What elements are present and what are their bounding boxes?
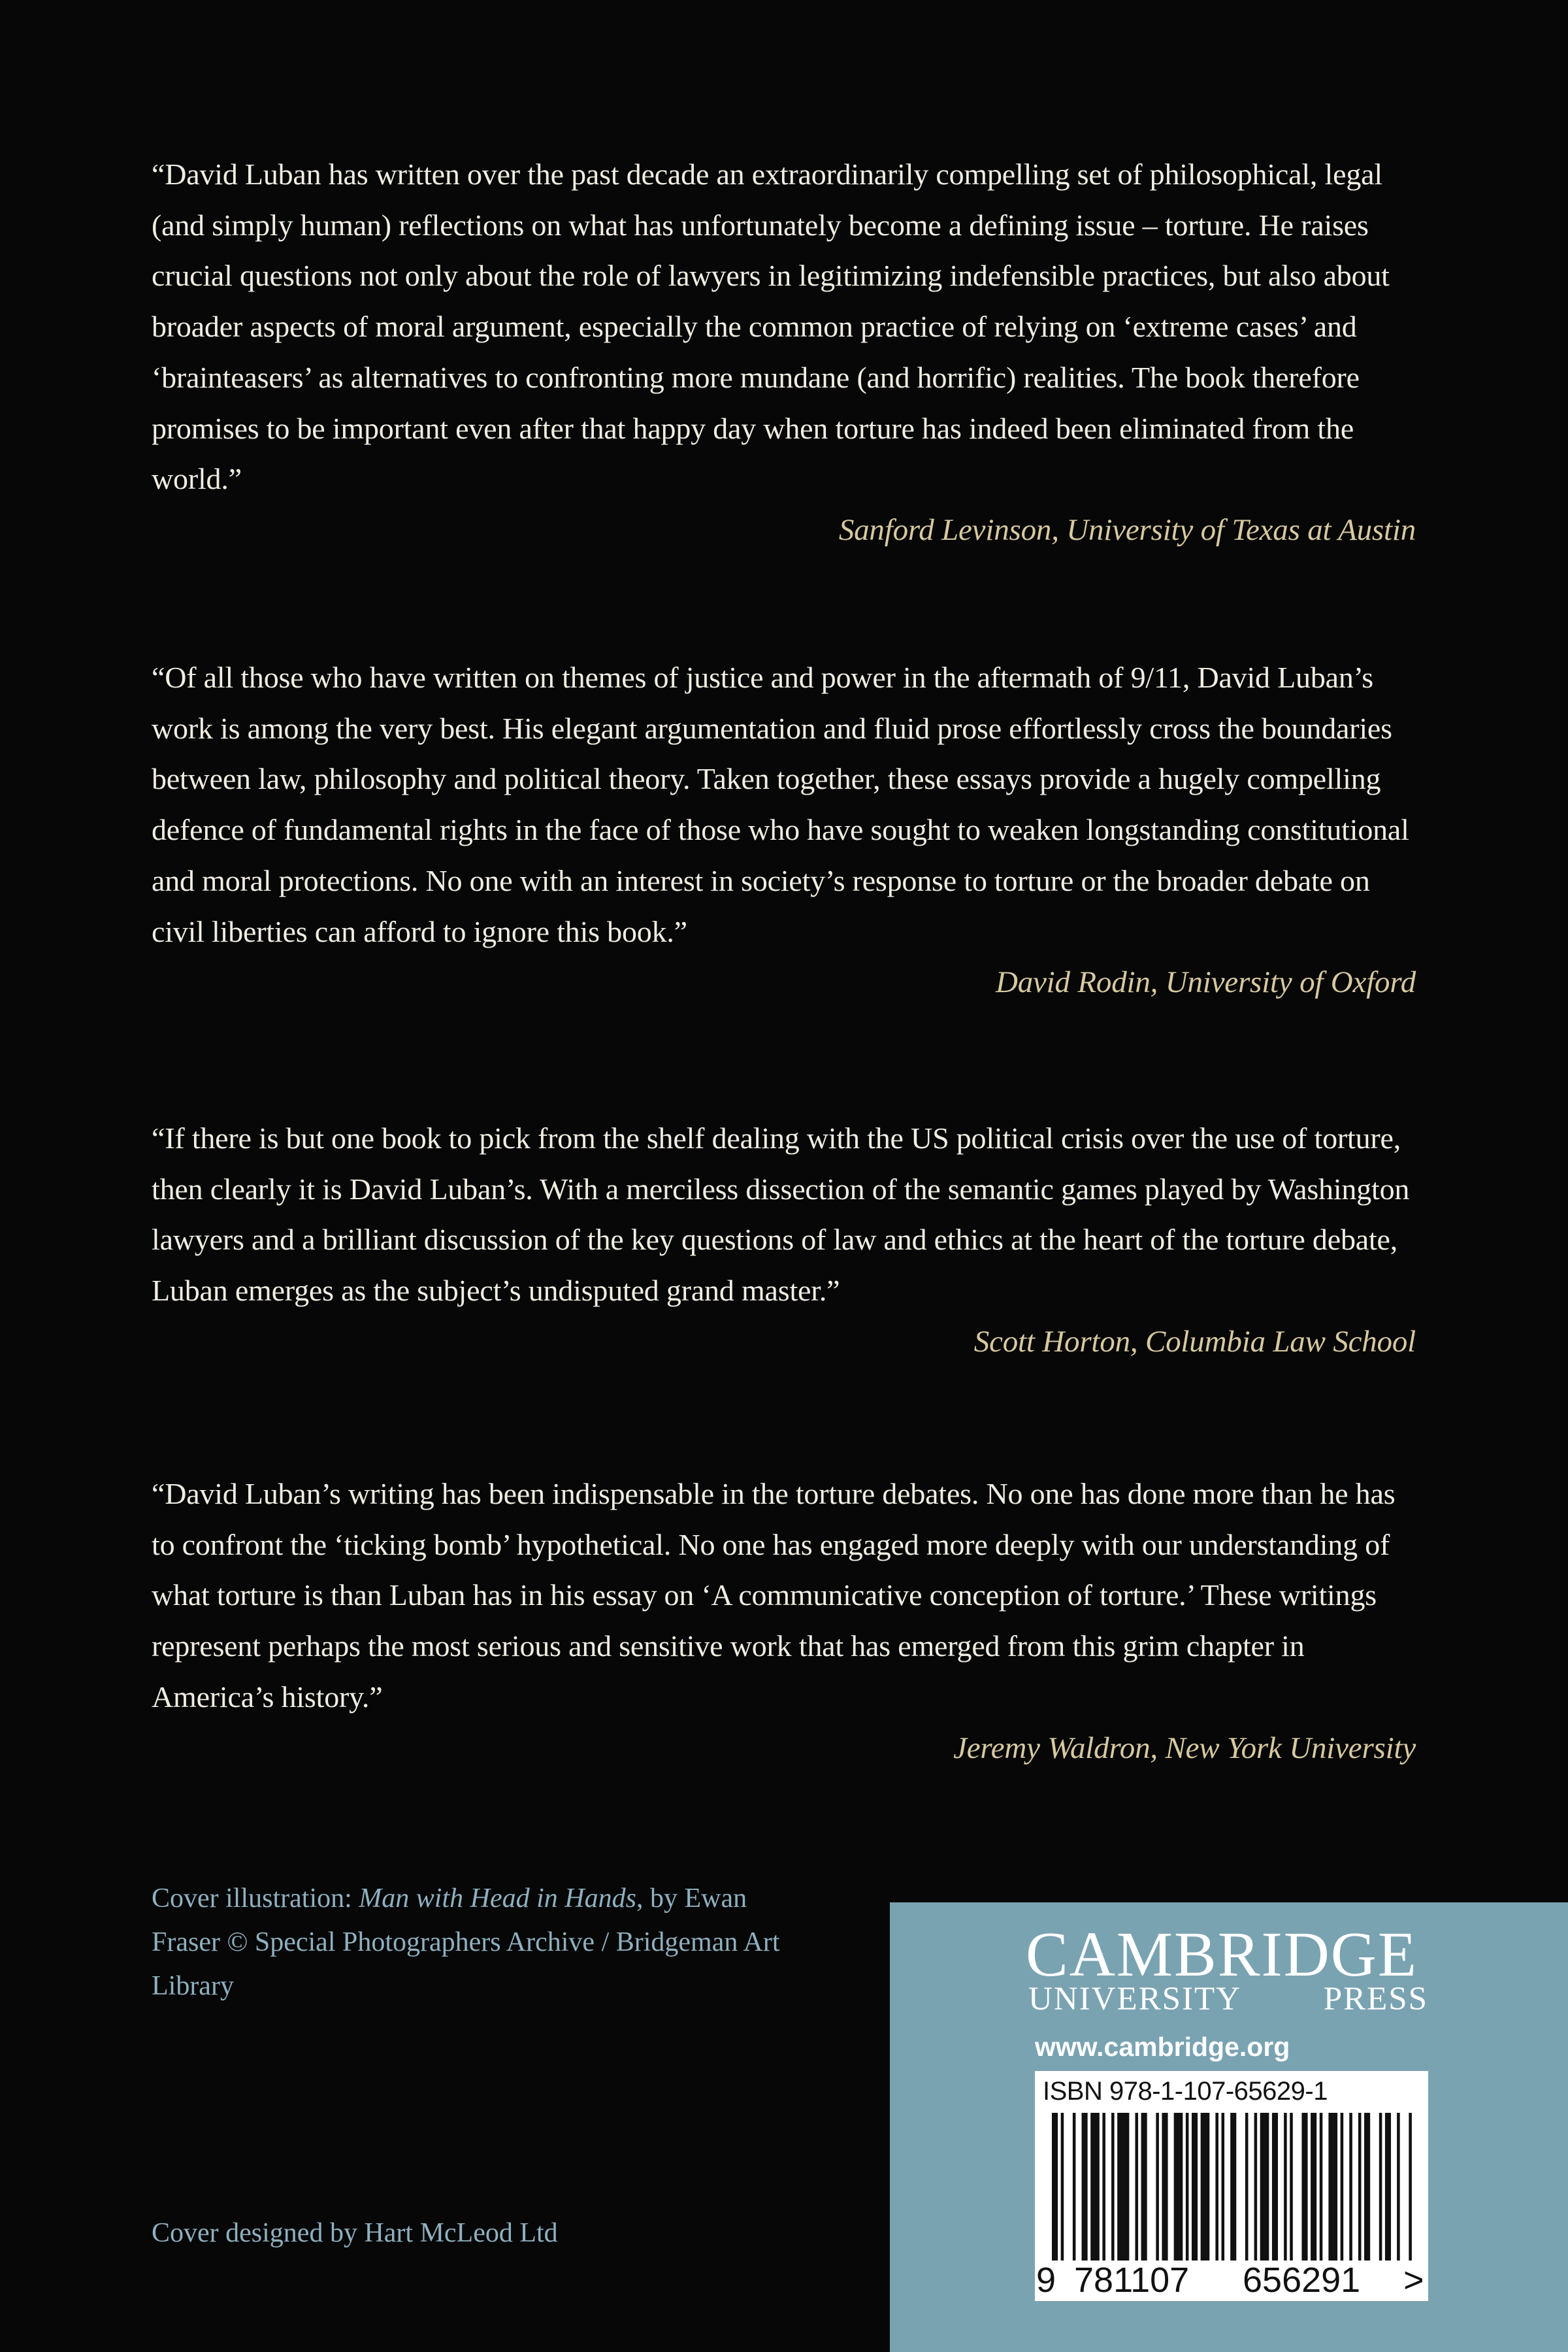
barcode-bar	[1215, 2113, 1218, 2261]
barcode-bar	[1162, 2113, 1168, 2261]
barcode-bar	[1192, 2113, 1198, 2261]
barcode-bar	[1090, 2113, 1100, 2261]
barcode-bar	[1135, 2113, 1138, 2261]
review-quote: “Of all those who have written on themes of justice and power in the aftermath of 9/11, David Luban’s work is among the very best. His elegant argumentation and fluid prose effortlessly cross the boundaries between law, philosophy and political theory. Taken together, these essays provide a hugely compelling defence of fundamental rights in the face of those who have sought to weaken longstanding constitutional and moral protections. No one with an interest in society’s response to torture or the broader debate on civil liberties can afford to ignore this book.”	[152, 661, 1409, 948]
review-quote: “If there is but one book to pick from the shelf dealing with the US political crisis over the use of torture, then clearly it is David Luban’s. With a merciless dissection of the semantic games played by Washington lawyers and a brilliant discussion of the key questions of law and ethics at the heart of the torture debate, Luban emerges as the subject’s undisputed grand master.”	[152, 1121, 1410, 1308]
barcode-bar	[1311, 2113, 1316, 2261]
barcode-digit-group: 781107	[1074, 2261, 1190, 2300]
barcode-bar	[1328, 2113, 1337, 2261]
cover-illustration-credit	[152, 1877, 805, 2008]
review-attribution: Scott Horton, Columbia Law School	[973, 1324, 1416, 1359]
artwork-title: Man with Head in Hands	[359, 1883, 636, 1913]
barcode-bar	[1349, 2113, 1352, 2261]
review-waldron	[152, 1468, 1416, 1774]
barcode-bar	[1201, 2113, 1210, 2261]
review-attribution: Jeremy Waldron, New York University	[953, 1731, 1416, 1765]
barcode-bar	[1245, 2113, 1249, 2261]
barcode-bar	[1082, 2113, 1088, 2261]
barcode-bar	[1301, 2113, 1307, 2261]
barcode-bar	[1117, 2113, 1129, 2261]
barcode-digit-group: 9	[1036, 2261, 1056, 2300]
barcode-digit-group: >	[1403, 2261, 1424, 2300]
barcode-bars	[1052, 2113, 1418, 2261]
credit-suffix: , by Ewan Fraser © Special Photographers Archive / Bridgeman Art Library	[152, 1883, 780, 2001]
barcode-bar	[1260, 2113, 1269, 2261]
barcode-bar	[1073, 2113, 1076, 2261]
barcode-bar	[1409, 2113, 1412, 2261]
barcode-bar	[1385, 2113, 1391, 2261]
barcode-label	[1035, 2071, 1428, 2301]
barcode-bar	[1156, 2113, 1159, 2261]
barcode-bar	[1102, 2113, 1105, 2261]
barcode-bar	[1254, 2113, 1258, 2261]
barcode-bar	[1230, 2113, 1236, 2261]
barcode-bar	[1397, 2113, 1400, 2261]
barcode-bar	[1290, 2113, 1293, 2261]
barcode-bar	[1320, 2113, 1323, 2261]
cover-design-credit: Cover designed by Hart McLeod Ltd	[152, 2218, 558, 2248]
barcode-bar	[1061, 2113, 1064, 2261]
barcode-bar	[1222, 2113, 1225, 2261]
barcode-bar	[1358, 2113, 1362, 2261]
barcode-bar	[1186, 2113, 1189, 2261]
credit-prefix: Cover illustration:	[152, 1883, 359, 1913]
barcode-digit-group: 656291	[1243, 2261, 1361, 2300]
publisher-url: www.cambridge.org	[1035, 2032, 1290, 2062]
publisher-press: UNIVERSITY PRESS	[1028, 1981, 1428, 2017]
review-horton	[152, 1113, 1416, 1367]
isbn-number: ISBN 978-1-107-65629-1	[1043, 2077, 1328, 2106]
barcode-bar	[1364, 2113, 1370, 2261]
barcode-bar	[1379, 2113, 1382, 2261]
barcode-bar	[1284, 2113, 1287, 2261]
barcode-bar	[1141, 2113, 1147, 2261]
barcode-bar	[1272, 2113, 1278, 2261]
review-attribution: David Rodin, University of Oxford	[995, 965, 1416, 1000]
publisher-panel	[890, 1902, 1568, 2352]
barcode-digits	[1035, 2259, 1428, 2301]
barcode-bar	[1052, 2113, 1058, 2261]
barcode-bar	[1341, 2113, 1344, 2261]
review-quote: “David Luban’s writing has been indispensable in the torture debates. No one has done more than he has to confront the ‘ticking bomb’ hypothetical. No one has engaged more deeply with our understanding of what torture is than Luban has in his essay on ‘A communicative conception of torture.’ These writings represent perhaps the most serious and sensitive work that has emerged from this grim chapter in America’s history.”	[152, 1477, 1396, 1714]
barcode-bar	[1174, 2113, 1183, 2261]
barcode-bar	[1111, 2113, 1115, 2261]
review-quote: “David Luban has written over the past decade an extraordinarily compelling set of philosophical, legal (and simply human) reflections on what has unfortunately become a defining issue – torture. He raises crucial questions not only about the role of lawyers in legitimizing indefensible practices, but also about broader aspects of moral argument, especially the common practice of relying on ‘extreme cases’ and ‘brainteasers’ as alternatives to confronting more mundane (and horrific) realities. The book therefore promises to be important even after that happy day when torture has indeed been eliminated from the world.”	[152, 157, 1390, 496]
publisher-name: CAMBRIDGE	[1026, 1919, 1418, 1989]
review-levinson	[152, 149, 1416, 555]
review-attribution: Sanford Levinson, University of Texas at Austin	[838, 512, 1416, 547]
review-rodin	[152, 652, 1416, 1008]
